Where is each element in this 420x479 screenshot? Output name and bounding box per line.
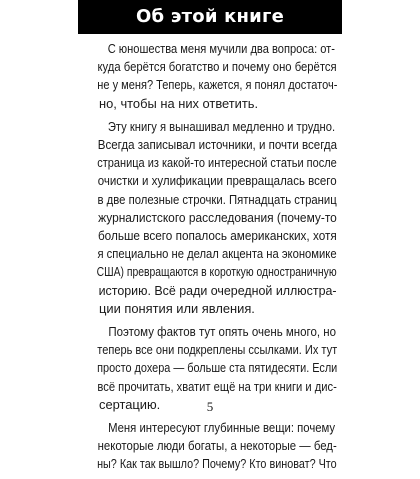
text-line: всё прочитать, хватит ещё на три книги и дис-: [97, 378, 337, 394]
text-line: больше всего попалось американских, хотя: [97, 228, 337, 244]
text-line: в две полезные строчки. Пятнадцать страниц: [97, 191, 337, 207]
text-line: не у меня? Теперь, кажется, я понял достаточ-: [97, 77, 338, 93]
text-line: С юношества меня мучили два вопроса: от-: [107, 41, 335, 56]
text-line: США) превращаются в короткую одностраничную: [96, 264, 337, 280]
paragraph: [87, 419, 337, 474]
text-line: Эту книгу я вынашивал медленно и трудно.: [107, 118, 336, 134]
text-line: Поэтому фактов тут опять очень много, но: [108, 324, 336, 340]
page-number: 5: [206, 399, 214, 414]
text-line: теперь все они подкреплены ссылками. Их тут: [97, 342, 338, 358]
page-title: Об этой книге: [136, 6, 284, 27]
text-line: очистки и хулификации превращалась всего: [97, 173, 337, 189]
text-line: куда берётся богатство и почему оно берётся: [97, 59, 337, 75]
text-line: просто дохера — больше ста пятидесяти. Если: [97, 360, 338, 376]
text-line: я специально не делал акцента на экономике: [97, 246, 337, 262]
text-line: Всегда записывал источники, и почти всегда: [97, 137, 338, 153]
title-bar: [78, 0, 342, 34]
text-line: сертацию.: [99, 396, 161, 412]
text-line: журналистского расследования (почему-то: [98, 209, 337, 225]
text-line: но, чтобы на них ответить.: [99, 95, 259, 111]
paragraph: [87, 118, 337, 318]
text-line: ции понятия или явления.: [99, 300, 255, 316]
text-line: ны? Как так вышло? Почему? Кто виноват? Что: [97, 456, 337, 472]
text-line: историю. Всё ради очередной иллюстра-: [98, 282, 337, 298]
paragraph: [87, 40, 337, 113]
text-line: Меня интересуют глубинные вещи: почему: [108, 420, 336, 436]
text-line: страница из какой-то интересной статьи после: [97, 155, 337, 171]
text-line: некоторые люди богаты, а некоторые — бед-: [97, 438, 337, 454]
